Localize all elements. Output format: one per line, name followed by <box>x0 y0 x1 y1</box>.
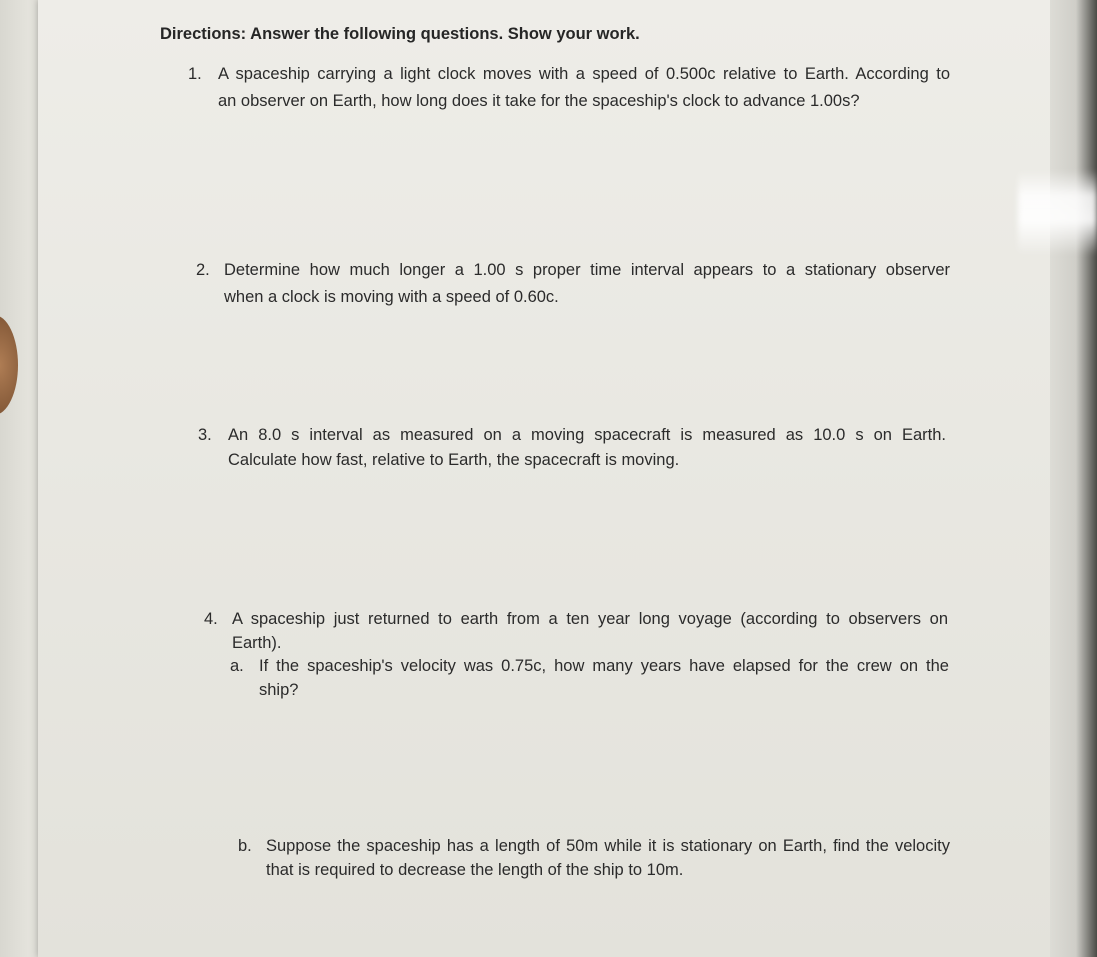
question-line: Calculate how fast, relative to Earth, the spacecraft is moving. <box>228 451 680 469</box>
worksheet-page <box>38 0 1050 957</box>
background-right <box>1050 0 1097 957</box>
question-number: 3. <box>198 426 212 444</box>
part-line: ship? <box>259 681 299 699</box>
question-line: A spaceship carrying a light clock moves with a speed of 0.500c relative to Earth. According to <box>218 65 950 83</box>
question-line: An 8.0 s interval as measured on a moving spacecraft is measured as 10.0 s on Earth. <box>228 426 946 444</box>
question-number: 4. <box>204 610 218 628</box>
light-glare <box>1018 170 1097 255</box>
question-line: Determine how much longer a 1.00 s proper time interval appears to a stationary observer <box>224 261 950 279</box>
question-line: A spaceship just returned to earth from a ten year long voyage (according to observers on <box>232 610 948 628</box>
directions-heading: Directions: Answer the following questions. Show your work. <box>160 25 640 43</box>
question-line: Earth). <box>232 634 282 652</box>
question-number: 1. <box>188 65 202 83</box>
part-letter: b. <box>238 837 252 855</box>
background-left <box>0 0 40 957</box>
part-line: that is required to decrease the length of the ship to 10m. <box>266 861 684 879</box>
part-line: Suppose the spaceship has a length of 50m while it is stationary on Earth, find the velocity <box>266 837 950 855</box>
question-line: an observer on Earth, how long does it take for the spaceship's clock to advance 1.00s? <box>218 92 860 110</box>
part-line: If the spaceship's velocity was 0.75c, how many years have elapsed for the crew on the <box>259 657 949 675</box>
question-number: 2. <box>196 261 210 279</box>
question-line: when a clock is moving with a speed of 0.60c. <box>224 288 559 306</box>
part-letter: a. <box>230 657 244 675</box>
